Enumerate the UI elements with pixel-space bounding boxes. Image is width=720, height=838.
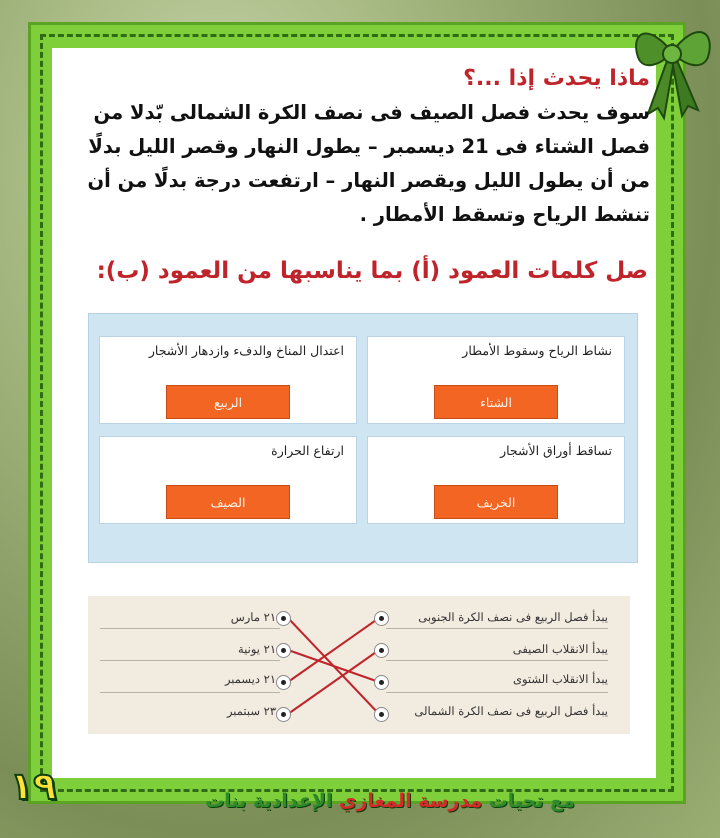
season-button-winter[interactable]: الشتاء [434,385,558,419]
match-right-item: يبدأ فصل الربيع فى نصف الكرة الشمالى [414,704,608,718]
right-dot[interactable] [374,643,389,658]
season-button-summer[interactable]: الصيف [166,485,290,519]
matching-lines-panel [88,596,630,734]
card-spring [99,336,357,424]
matching-heading: صل كلمات العمود (أ) بما يناسبها من العمود (ب): [96,258,648,284]
match-right-item: يبدأ الانقلاب الشتوى [512,672,608,686]
card-text: تساقط أوراق الأشجار [500,443,612,458]
card-winter [367,336,625,424]
card-summer [99,436,357,524]
footer-part1: مع تحيات [488,790,575,812]
right-dot[interactable] [374,675,389,690]
left-dot[interactable] [276,675,291,690]
question-heading: ماذا يحدث إذا ...؟ [463,66,650,91]
match-right-item: يبدأ الانقلاب الصيفى [512,642,608,656]
match-right-item: يبدأ فصل الربيع فى نصف الكرة الجنوبى [418,610,608,624]
match-left-item: ٢١ يونية [238,642,276,656]
card-text: نشاط الرياح وسقوط الأمطار [462,343,612,358]
season-button-autumn[interactable]: الخريف [434,485,558,519]
footer-credit [130,790,650,812]
question-paragraph: سوف يحدث فصل الصيف فى نصف الكرة الشمالى بّدلا من فصل الشتاء فى 21 ديسمبر – يطول النهار وقصر الليل بدلًا من أن يطول الليل ويقصر النهار – ارتفعت درجة بدلًا من أن تنشط الرياح وتسقط الأمطار . [87,101,650,226]
page-number: ١٩ [10,764,57,808]
right-dot[interactable] [374,611,389,626]
connection-lines [88,596,630,734]
card-text: ارتفاع الحرارة [271,443,344,458]
card-text: اعتدال المناخ والدفء وازدهار الأشجار [148,343,344,358]
left-dot[interactable] [276,611,291,626]
right-dot[interactable] [374,707,389,722]
match-left-item: ٢٣ سبتمبر [226,704,276,718]
match-cards-panel [88,313,638,563]
card-autumn [367,436,625,524]
footer-school: مدرسة المغازي [339,790,483,812]
left-dot[interactable] [276,643,291,658]
left-dot[interactable] [276,707,291,722]
season-button-spring[interactable]: الربيع [166,385,290,419]
footer-part3: الإعدادية بنات [205,790,333,812]
match-left-item: ٢١ مارس [230,610,276,624]
match-left-item: ٢١ ديسمبر [224,672,276,686]
